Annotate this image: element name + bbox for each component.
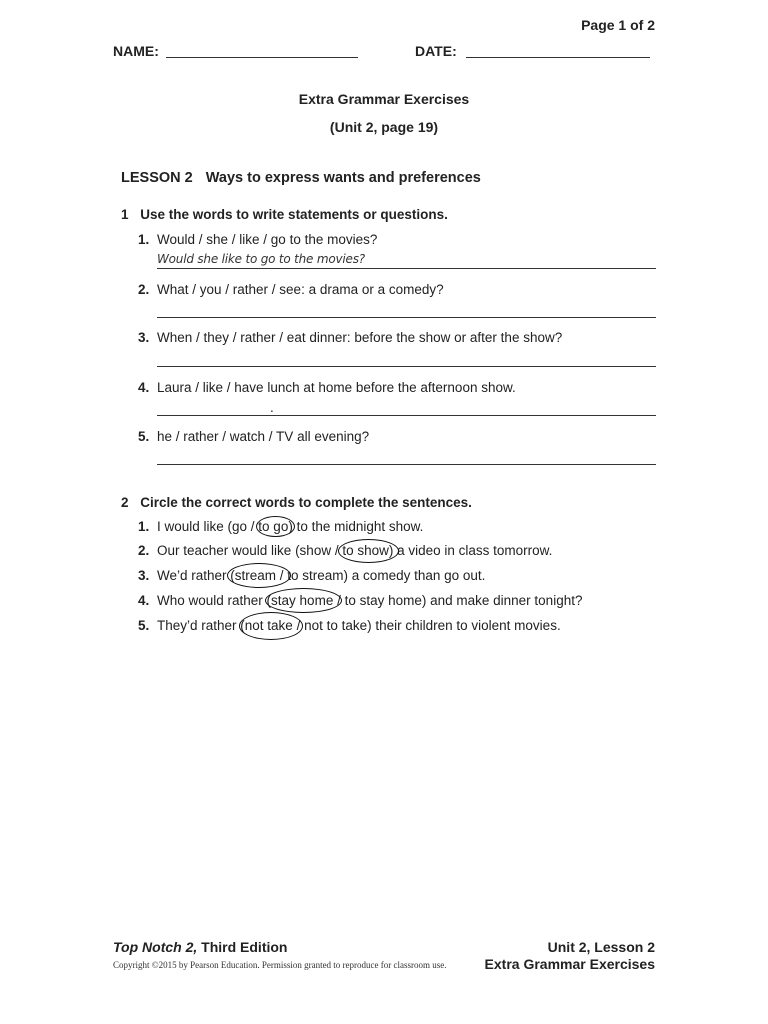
exercise2-instruction: Circle the correct words to complete the sentences. (140, 495, 472, 510)
ex1-item5-prompt: he / rather / watch / TV all evening? (157, 429, 370, 444)
footer-book-title: Top Notch 2, (113, 939, 198, 955)
ex2-item3-number: 3. (138, 568, 150, 583)
ex1-item3-prompt: When / they / rather / eat dinner: before the show or after the show? (157, 330, 563, 345)
ex1-item1-answer-line[interactable] (157, 268, 656, 269)
ex2-item1-number: 1. (138, 519, 150, 534)
exercise1-instruction: Use the words to write statements or questions. (140, 207, 448, 222)
ex1-item4-period: . (270, 400, 274, 415)
date-field[interactable] (466, 57, 650, 58)
footer-copyright: Copyright ©2015 by Pearson Education. Permission granted to reproduce for classroom use. (113, 960, 447, 970)
exercise1-heading (121, 207, 448, 222)
ex1-item5-answer-line[interactable] (157, 464, 656, 465)
ex2-item4-text: Who would rather (stay home / to stay home) and make dinner tonight? (157, 593, 583, 608)
exercise2-heading (121, 495, 472, 510)
footer-book (113, 939, 287, 955)
ex2-item1-text: I would like (go / to go) to the midnight show. (157, 519, 424, 534)
ex2-item2-text: Our teacher would like (show / to show) a video in class tomorrow. (157, 543, 553, 558)
ex1-item1-answer: Would she like to go to the movies? (157, 252, 365, 266)
ex2-item3-circle (227, 563, 291, 588)
ex1-item4-answer-line[interactable] (157, 415, 656, 416)
ex1-item2-number: 2. (138, 282, 150, 297)
lesson-title: Ways to express wants and preferences (205, 170, 481, 186)
lesson-heading (121, 170, 481, 186)
ex2-item4-number: 4. (138, 593, 150, 608)
ex2-item1-circle (256, 516, 295, 537)
ex2-item4-circle (265, 588, 342, 613)
footer-edition: Third Edition (197, 939, 288, 955)
lesson-label: LESSON 2 (121, 170, 193, 186)
ex2-item2-number: 2. (138, 543, 150, 558)
ex1-item4-number: 4. (138, 380, 150, 395)
ex2-item5-text: They’d rather (not take / not to take) their children to violent movies. (157, 618, 561, 633)
ex1-item2-answer-line[interactable] (157, 317, 656, 318)
ex1-item5-number: 5. (138, 429, 150, 444)
exercise2-number: 2 (121, 495, 129, 510)
name-field[interactable] (166, 57, 358, 58)
page-number: Page 1 of 2 (581, 17, 655, 33)
exercise1-number: 1 (121, 207, 129, 222)
ex2-item5-circle (239, 612, 303, 640)
date-label: DATE: (415, 43, 457, 59)
ex2-item3-text: We’d rather (stream / to stream) a comedy than go out. (157, 568, 486, 583)
ex1-item1-number: 1. (138, 232, 150, 247)
ex1-item2-prompt: What / you / rather / see: a drama or a comedy? (157, 282, 444, 297)
name-label: NAME: (113, 43, 159, 59)
footer-section: Extra Grammar Exercises (484, 956, 655, 972)
page-title: Extra Grammar Exercises (298, 91, 470, 107)
ex1-item4-prompt: Laura / like / have lunch at home before the afternoon show. (157, 380, 516, 395)
ex2-item5-number: 5. (138, 618, 150, 633)
ex1-item3-answer-line[interactable] (157, 366, 656, 367)
ex1-item3-number: 3. (138, 330, 150, 345)
ex2-item2-circle (338, 539, 399, 563)
ex1-item1-prompt: Would / she / like / go to the movies? (157, 232, 378, 247)
footer-unit-lesson: Unit 2, Lesson 2 (547, 939, 655, 955)
page-subtitle: (Unit 2, page 19) (329, 119, 439, 135)
